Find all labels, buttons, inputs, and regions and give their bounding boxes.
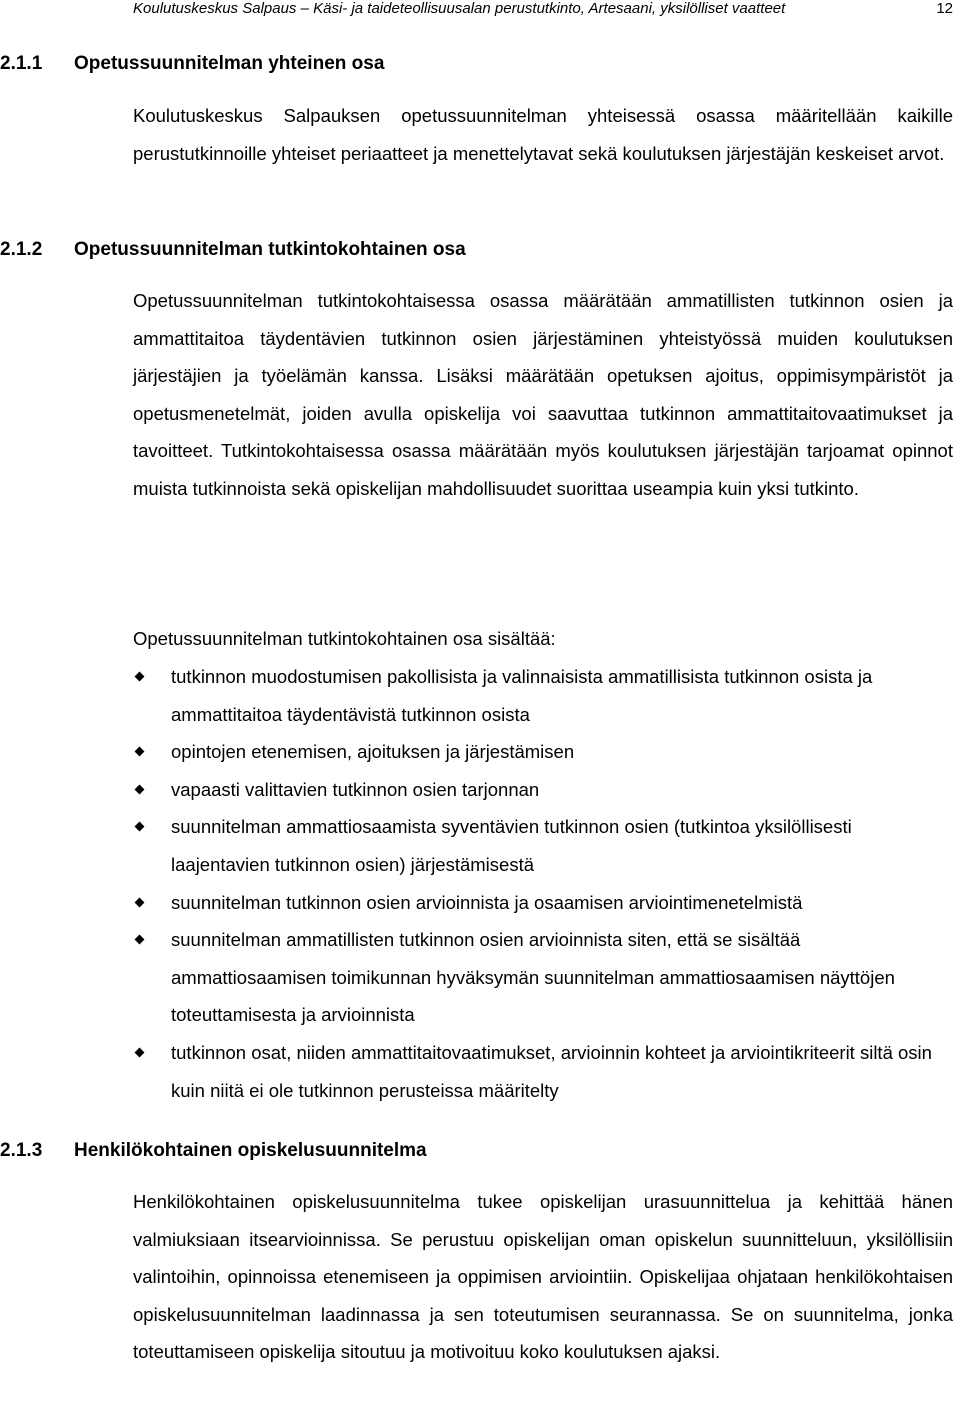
section-number: 2.1.3 <box>0 1140 43 1161</box>
list-item-text: vapaasti valittavien tutkinnon osien tarjonnan <box>171 778 540 800</box>
list-item-text: suunnitelman ammatillisten tutkinnon osien arvioinnista siten, että se sisältää ammattiosaamisen toimikunnan hyväksymän suunnitelman ammattiosaamisen näyttöjen toteuttamisesta ja arvioinnista <box>171 929 895 1026</box>
section-title: Opetussuunnitelman yhteinen osa <box>74 53 385 74</box>
page-number: 12 <box>936 0 953 17</box>
list-item <box>133 1034 953 1109</box>
section-number: 2.1.1 <box>0 53 43 74</box>
list-item <box>133 771 953 809</box>
list-item-text: tutkinnon osat, niiden ammattitaitovaatimukset, arvioinnin kohteet ja arviointikriteerit siltä osin kuin niitä ei ole tutkinnon perusteissa määritelty <box>171 1041 932 1101</box>
section-paragraph: Koulutuskeskus Salpauksen opetussuunnitelman yhteisessä osassa määritellään kaikille perustutkinnoille yhteiset periaatteet ja menettelytavat sekä koulutuksen järjestäjän keskeiset arvot. <box>133 105 953 164</box>
list-item-text: suunnitelman ammattiosaamista syventävien tutkinnon osien (tutkintoa yksilöllisesti laajentavien tutkinnon osien) järjestämisestä <box>171 816 852 875</box>
section-title: Henkilökohtainen opiskelusuunnitelma <box>74 1140 427 1161</box>
diamond-bullet-icon <box>135 935 145 945</box>
list-item-text: suunnitelman tutkinnon osien arvioinnista ja osaamisen arviointimenetelmistä <box>171 891 803 913</box>
section-title: Opetussuunnitelman tutkintokohtainen osa <box>74 239 466 260</box>
running-header <box>133 0 953 24</box>
list-item-text: opintojen etenemisen, ajoituksen ja järjestämisen <box>171 741 575 763</box>
section-number: 2.1.2 <box>0 239 43 260</box>
list-item <box>133 884 953 922</box>
diamond-bullet-icon <box>135 672 145 682</box>
list-item <box>133 921 953 1034</box>
diamond-bullet-icon <box>135 784 145 794</box>
diamond-bullet-icon <box>135 747 145 757</box>
header-title: Koulutuskeskus Salpaus – Käsi- ja taideteollisuusalan perustutkinto, Artesaani, yksilölliset vaatteet <box>133 0 786 17</box>
list-item <box>133 658 953 733</box>
diamond-bullet-icon <box>135 897 145 907</box>
section-paragraph: Henkilökohtainen opiskelusuunnitelma tukee opiskelijan urasuunnittelua ja kehittää hänen valmiuksiaan itsearvioinnissa. Se perustuu opiskelijan oman opiskelun suunnitteluun, yksilöllisiin valintoihin, opinnoissa etenemiseen ja oppimisen arviointiin. Opiskelijaa ohjataan henkilökohtaisen opiskelusuunnitelman laadinnassa ja sen toteutumisen seurannassa. Se on suunnitelma, jonka toteuttamiseen opiskelija sitoutuu ja motivoituu koko koulutuksen ajaksi. <box>133 1191 953 1363</box>
list-item <box>133 733 953 771</box>
contents-list <box>133 658 953 1109</box>
section-paragraph: Opetussuunnitelman tutkintokohtaisessa osassa määrätään ammatillisten tutkinnon osien ja ammattitaitoa täydentävien tutkinnon osien järjestäminen yhteistyössä muiden koulutuksen järjestäjien ja työelämän kanssa. Lisäksi määrätään opetuksen ajoitus, oppimisympäristöt ja opetusmenetelmät, joiden avulla opiskelija voi saavuttaa tutkinnon ammattitaitovaatimukset ja tavoitteet. Tutkintokohtaisessa osassa määrätään myös koulutuksen järjestäjän tarjoamat opinnot muista tutkinnoista sekä opiskelijan mahdollisuudet suorittaa useampia kuin yksi tutkinto. <box>133 290 953 499</box>
diamond-bullet-icon <box>135 822 145 832</box>
list-item-text: tutkinnon muodostumisen pakollisista ja valinnaisista ammatillisista tutkinnon osista ja ammattitaitoa täydentävistä tutkinnon osista <box>171 666 873 725</box>
list-item <box>133 808 953 883</box>
diamond-bullet-icon <box>135 1047 145 1057</box>
list-intro: Opetussuunnitelman tutkintokohtainen osa sisältää: <box>133 628 556 649</box>
